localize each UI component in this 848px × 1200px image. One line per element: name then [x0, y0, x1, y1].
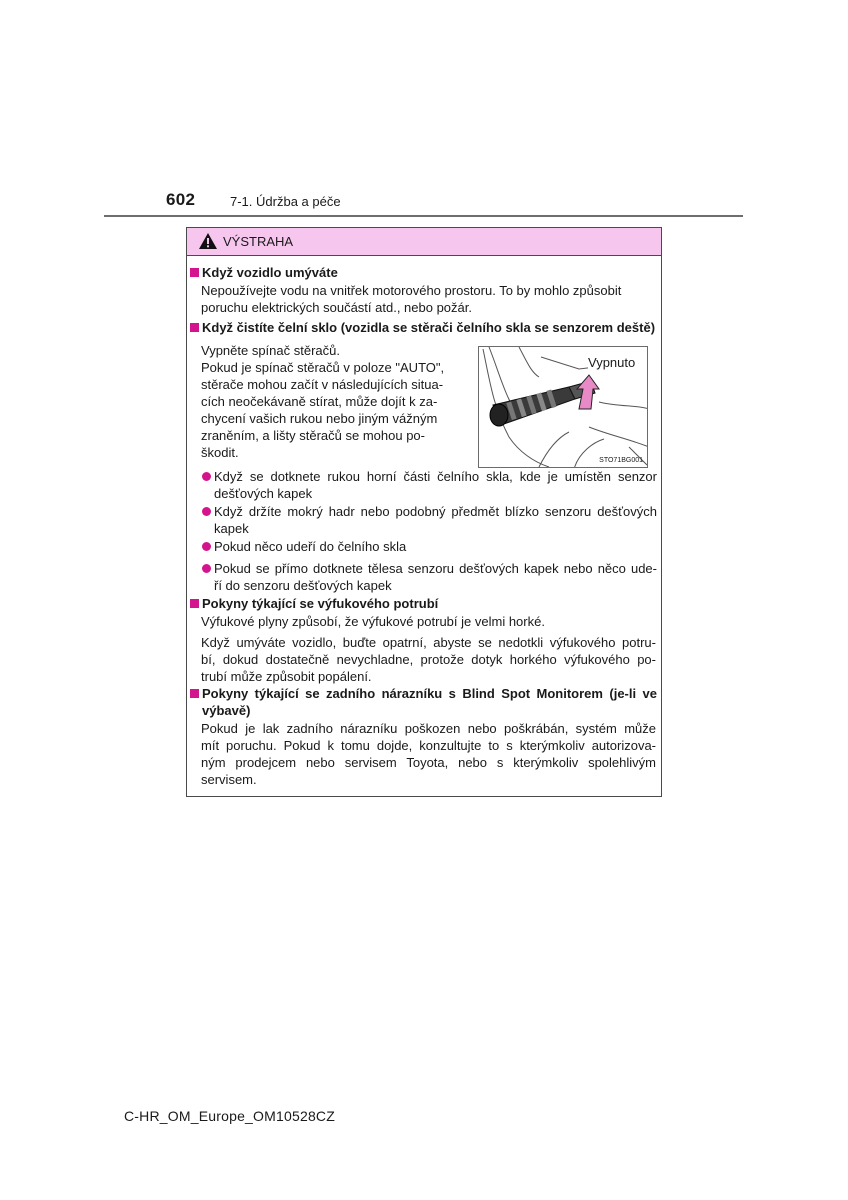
- text-line: škodit.: [201, 445, 239, 460]
- text-line: Vypněte spínač stěračů.: [201, 343, 340, 358]
- section-heading: Pokyny týkající se výfukového potrubí: [202, 596, 439, 611]
- text-line: Pokud je spínač stěračů v poloze "AUTO",: [201, 360, 445, 375]
- figure-label: Vypnuto: [588, 355, 636, 370]
- section-heading: Když vozidlo umýváte: [202, 265, 338, 280]
- bullet-line: Pokud něco udeří do čelního skla: [214, 539, 407, 554]
- text-line: cích neočekávaně stírat, může dojít k za-: [201, 394, 438, 409]
- section-title: 7-1. Údržba a péče: [230, 194, 341, 209]
- text-line: chycení vašich rukou nebo jiným vážným: [201, 411, 438, 426]
- bullet-dot: [202, 507, 211, 516]
- section-heading: Pokyny týkající se zadního nárazníku s Blind Spot Monitorem (je-li ve: [202, 686, 657, 701]
- section-marker: [190, 599, 199, 608]
- figure-code: STO71BG001: [599, 457, 643, 464]
- header-rule: [104, 215, 743, 217]
- text-line: Pokud je lak zadního nárazníku poškozen nebo poškrábán, systém může: [201, 721, 656, 736]
- bullet-line: Když se dotknete rukou horní části čelního skla, kde je umístěn senzor: [214, 469, 657, 484]
- section-heading: výbavě): [202, 703, 251, 718]
- document-code: C-HR_OM_Europe_OM10528CZ: [124, 1108, 335, 1124]
- page-number: 602: [166, 190, 196, 209]
- text-line: servisem.: [201, 772, 257, 787]
- text-line: Nepoužívejte vodu na vnitřek motorového prostoru. To by mohlo způsobit: [201, 283, 622, 298]
- text-line: Když umýváte vozidlo, buďte opatrní, abyste se nedotkli výfukového potru-: [201, 635, 656, 650]
- warning-header: [187, 228, 661, 256]
- section-marker: [190, 268, 199, 277]
- bullet-line: Když držíte mokrý hadr nebo podobný předmět blízko senzoru dešťových: [214, 504, 657, 519]
- wiper-switch-figure: [478, 346, 648, 468]
- text-line: bí, dokud dostatečně nevychladne, protože dotyk horkého výfukového po-: [201, 652, 656, 667]
- text-line: stěrače mohou začít v následujících situa-: [201, 377, 444, 392]
- bullet-line: ří do senzoru dešťových kapek: [214, 578, 392, 593]
- bullet-dot: [202, 564, 211, 573]
- bullet-dot: [202, 472, 211, 481]
- warning-title: VÝSTRAHA: [223, 234, 294, 249]
- bullet-line: kapek: [214, 521, 249, 536]
- text-line: ným prodejcem nebo servisem Toyota, nebo s kterýmkoliv spolehlivým: [201, 755, 656, 770]
- section-marker: [190, 323, 199, 332]
- text-line: mít poruchu. Pokud k tomu dojde, konzultujte to s kterýmkoliv autorizova-: [201, 738, 656, 753]
- warning-triangle-icon: [198, 232, 218, 250]
- text-line: poruchu elektrických součástí atd., nebo požár.: [201, 300, 472, 315]
- bullet-line: dešťových kapek: [214, 486, 313, 501]
- bullet-dot: [202, 542, 211, 551]
- section-heading: Když čistíte čelní sklo (vozidla se stěrači čelního skla se senzorem deště): [202, 320, 656, 335]
- text-line: trubí může způsobit popálení.: [201, 669, 372, 684]
- bullet-line: Pokud se přímo dotknete tělesa senzoru dešťových kapek nebo něco ude-: [214, 561, 657, 576]
- text-line: zraněním, a lišty stěračů se mohou po-: [201, 428, 425, 443]
- section-marker: [190, 689, 199, 698]
- text-line: Výfukové plyny způsobí, že výfukové potrubí je velmi horké.: [201, 614, 545, 629]
